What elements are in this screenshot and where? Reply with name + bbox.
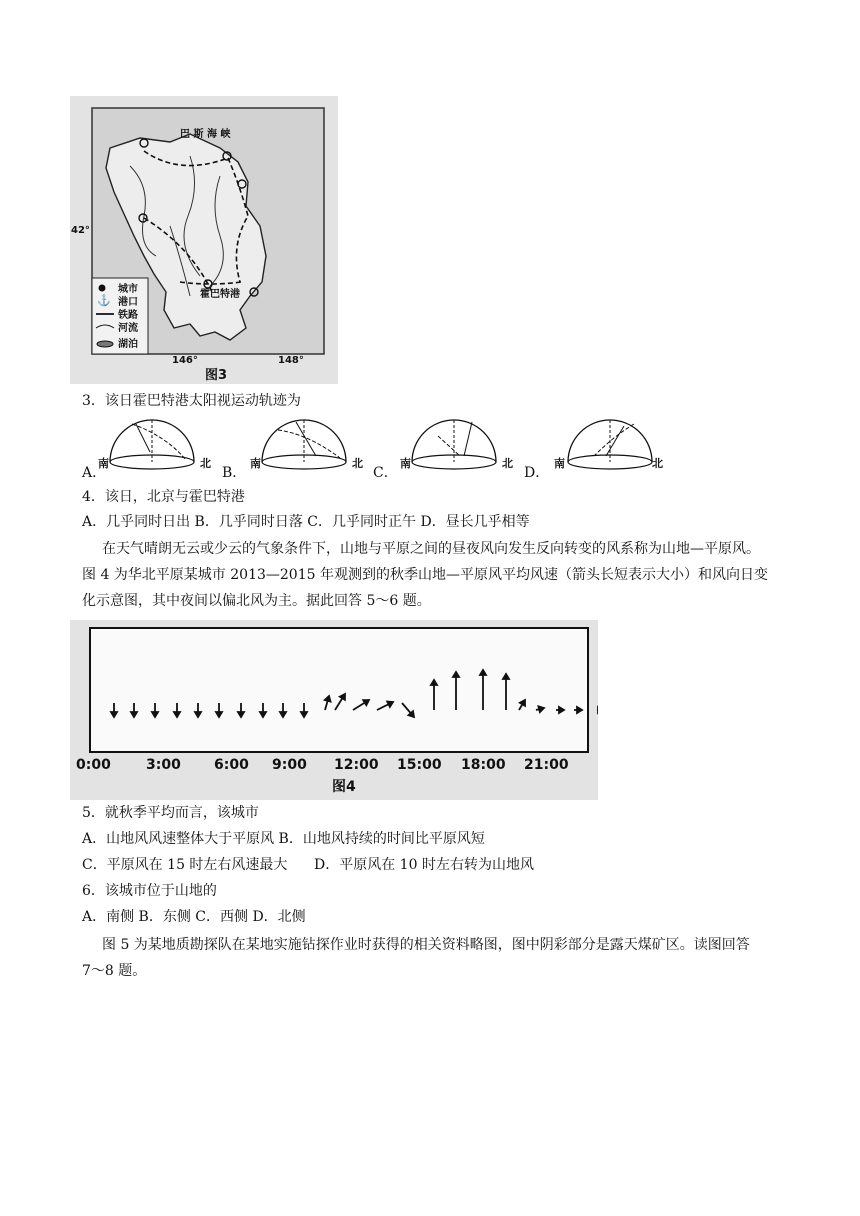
q3-option-d[interactable]: D． bbox=[524, 465, 550, 481]
passage-1-line-1: 在天气晴朗无云或少云的气象条件下，山地与平原之间的昼夜风向发生反向转变的风系称为山地—平原风。 bbox=[102, 541, 760, 557]
tick-0900: 9:00 bbox=[272, 757, 307, 773]
q5-stem: 5．就秋季平均而言，该城市 bbox=[82, 805, 259, 821]
figure-4-caption: 图4 bbox=[332, 779, 356, 795]
q5-options-line-1[interactable]: A．山地风风速整体大于平原风 B．山地风持续的时间比平原风短 bbox=[82, 831, 485, 847]
passage-2-line-1: 图 5 为某地质勘探队在某地实施钻探作业时获得的相关资料略图，图中阴彩部分是露天煤矿区。读图回答 bbox=[102, 937, 750, 953]
anchor-icon: ⚓ bbox=[97, 294, 111, 307]
passage-1-line-3: 化示意图，其中夜间以偏北风为主。据此回答 5～6 题。 bbox=[82, 593, 431, 609]
q6-stem: 6．该城市位于山地的 bbox=[82, 883, 217, 899]
q3-c-north: 北 bbox=[502, 457, 513, 470]
city-symbol-icon bbox=[99, 285, 105, 291]
q6-options[interactable]: A．南侧 B．东侧 C．西侧 D．北侧 bbox=[82, 909, 306, 925]
tick-0300: 3:00 bbox=[146, 757, 181, 773]
tick-1800: 18:00 bbox=[461, 757, 506, 773]
lake-icon bbox=[97, 341, 113, 347]
q3-option-b[interactable]: B． bbox=[222, 465, 247, 481]
q4-options[interactable]: A．几乎同时日出 B．几乎同时日落 C．几乎同时正午 D．昼长几乎相等 bbox=[82, 514, 530, 530]
latitude-label: 42° bbox=[71, 225, 90, 236]
q5-option-d[interactable]: D．平原风在 10 时左右转为山地风 bbox=[314, 857, 534, 873]
city-label-hobart: 霍巴特港 bbox=[200, 289, 240, 300]
legend-item-port: 港口 bbox=[118, 297, 138, 308]
legend-item-river: 河流 bbox=[118, 323, 138, 334]
sun-path-option-c bbox=[398, 416, 510, 472]
tick-1200: 12:00 bbox=[334, 757, 379, 773]
q3-stem: 3．该日霍巴特港太阳视运动轨迹为 bbox=[82, 393, 301, 409]
tick-0000: 0:00 bbox=[76, 757, 111, 773]
sun-path-option-b bbox=[248, 416, 360, 472]
passage-1-line-2: 图 4 为华北平原某城市 2013—2015 年观测到的秋季山地—平原风平均风速（箭头长短表示大小）和风向日变 bbox=[82, 567, 768, 583]
legend-item-railway: 铁路 bbox=[118, 310, 138, 321]
sun-path-option-a bbox=[96, 416, 208, 472]
tick-2100: 21:00 bbox=[524, 757, 569, 773]
strait-label: 巴 斯 海 峡 bbox=[180, 129, 231, 140]
q3-c-south: 南 bbox=[400, 457, 411, 470]
figure-3-caption: 图3 bbox=[205, 368, 228, 383]
legend-item-city: 城市 bbox=[118, 284, 138, 295]
q3-a-south: 南 bbox=[98, 457, 109, 470]
q4-stem: 4．该日，北京与霍巴特港 bbox=[82, 489, 245, 505]
q5-option-c[interactable]: C．平原风在 15 时左右风速最大 bbox=[82, 857, 288, 873]
q3-d-south: 南 bbox=[554, 457, 565, 470]
passage-2-line-2: 7～8 题。 bbox=[82, 963, 147, 979]
tick-0600: 6:00 bbox=[214, 757, 249, 773]
q3-b-north: 北 bbox=[352, 457, 363, 470]
longitude-label-left: 146° bbox=[172, 355, 198, 366]
q3-b-south: 南 bbox=[250, 457, 261, 470]
q3-option-c[interactable]: C． bbox=[373, 465, 398, 481]
sun-path-option-d bbox=[554, 416, 666, 472]
legend-item-lake: 湖泊 bbox=[118, 339, 138, 350]
q3-d-north: 北 bbox=[652, 457, 663, 470]
q3-a-north: 北 bbox=[200, 457, 211, 470]
tick-1500: 15:00 bbox=[397, 757, 442, 773]
q3-option-a[interactable]: A． bbox=[82, 465, 107, 481]
longitude-label-right: 148° bbox=[278, 355, 304, 366]
